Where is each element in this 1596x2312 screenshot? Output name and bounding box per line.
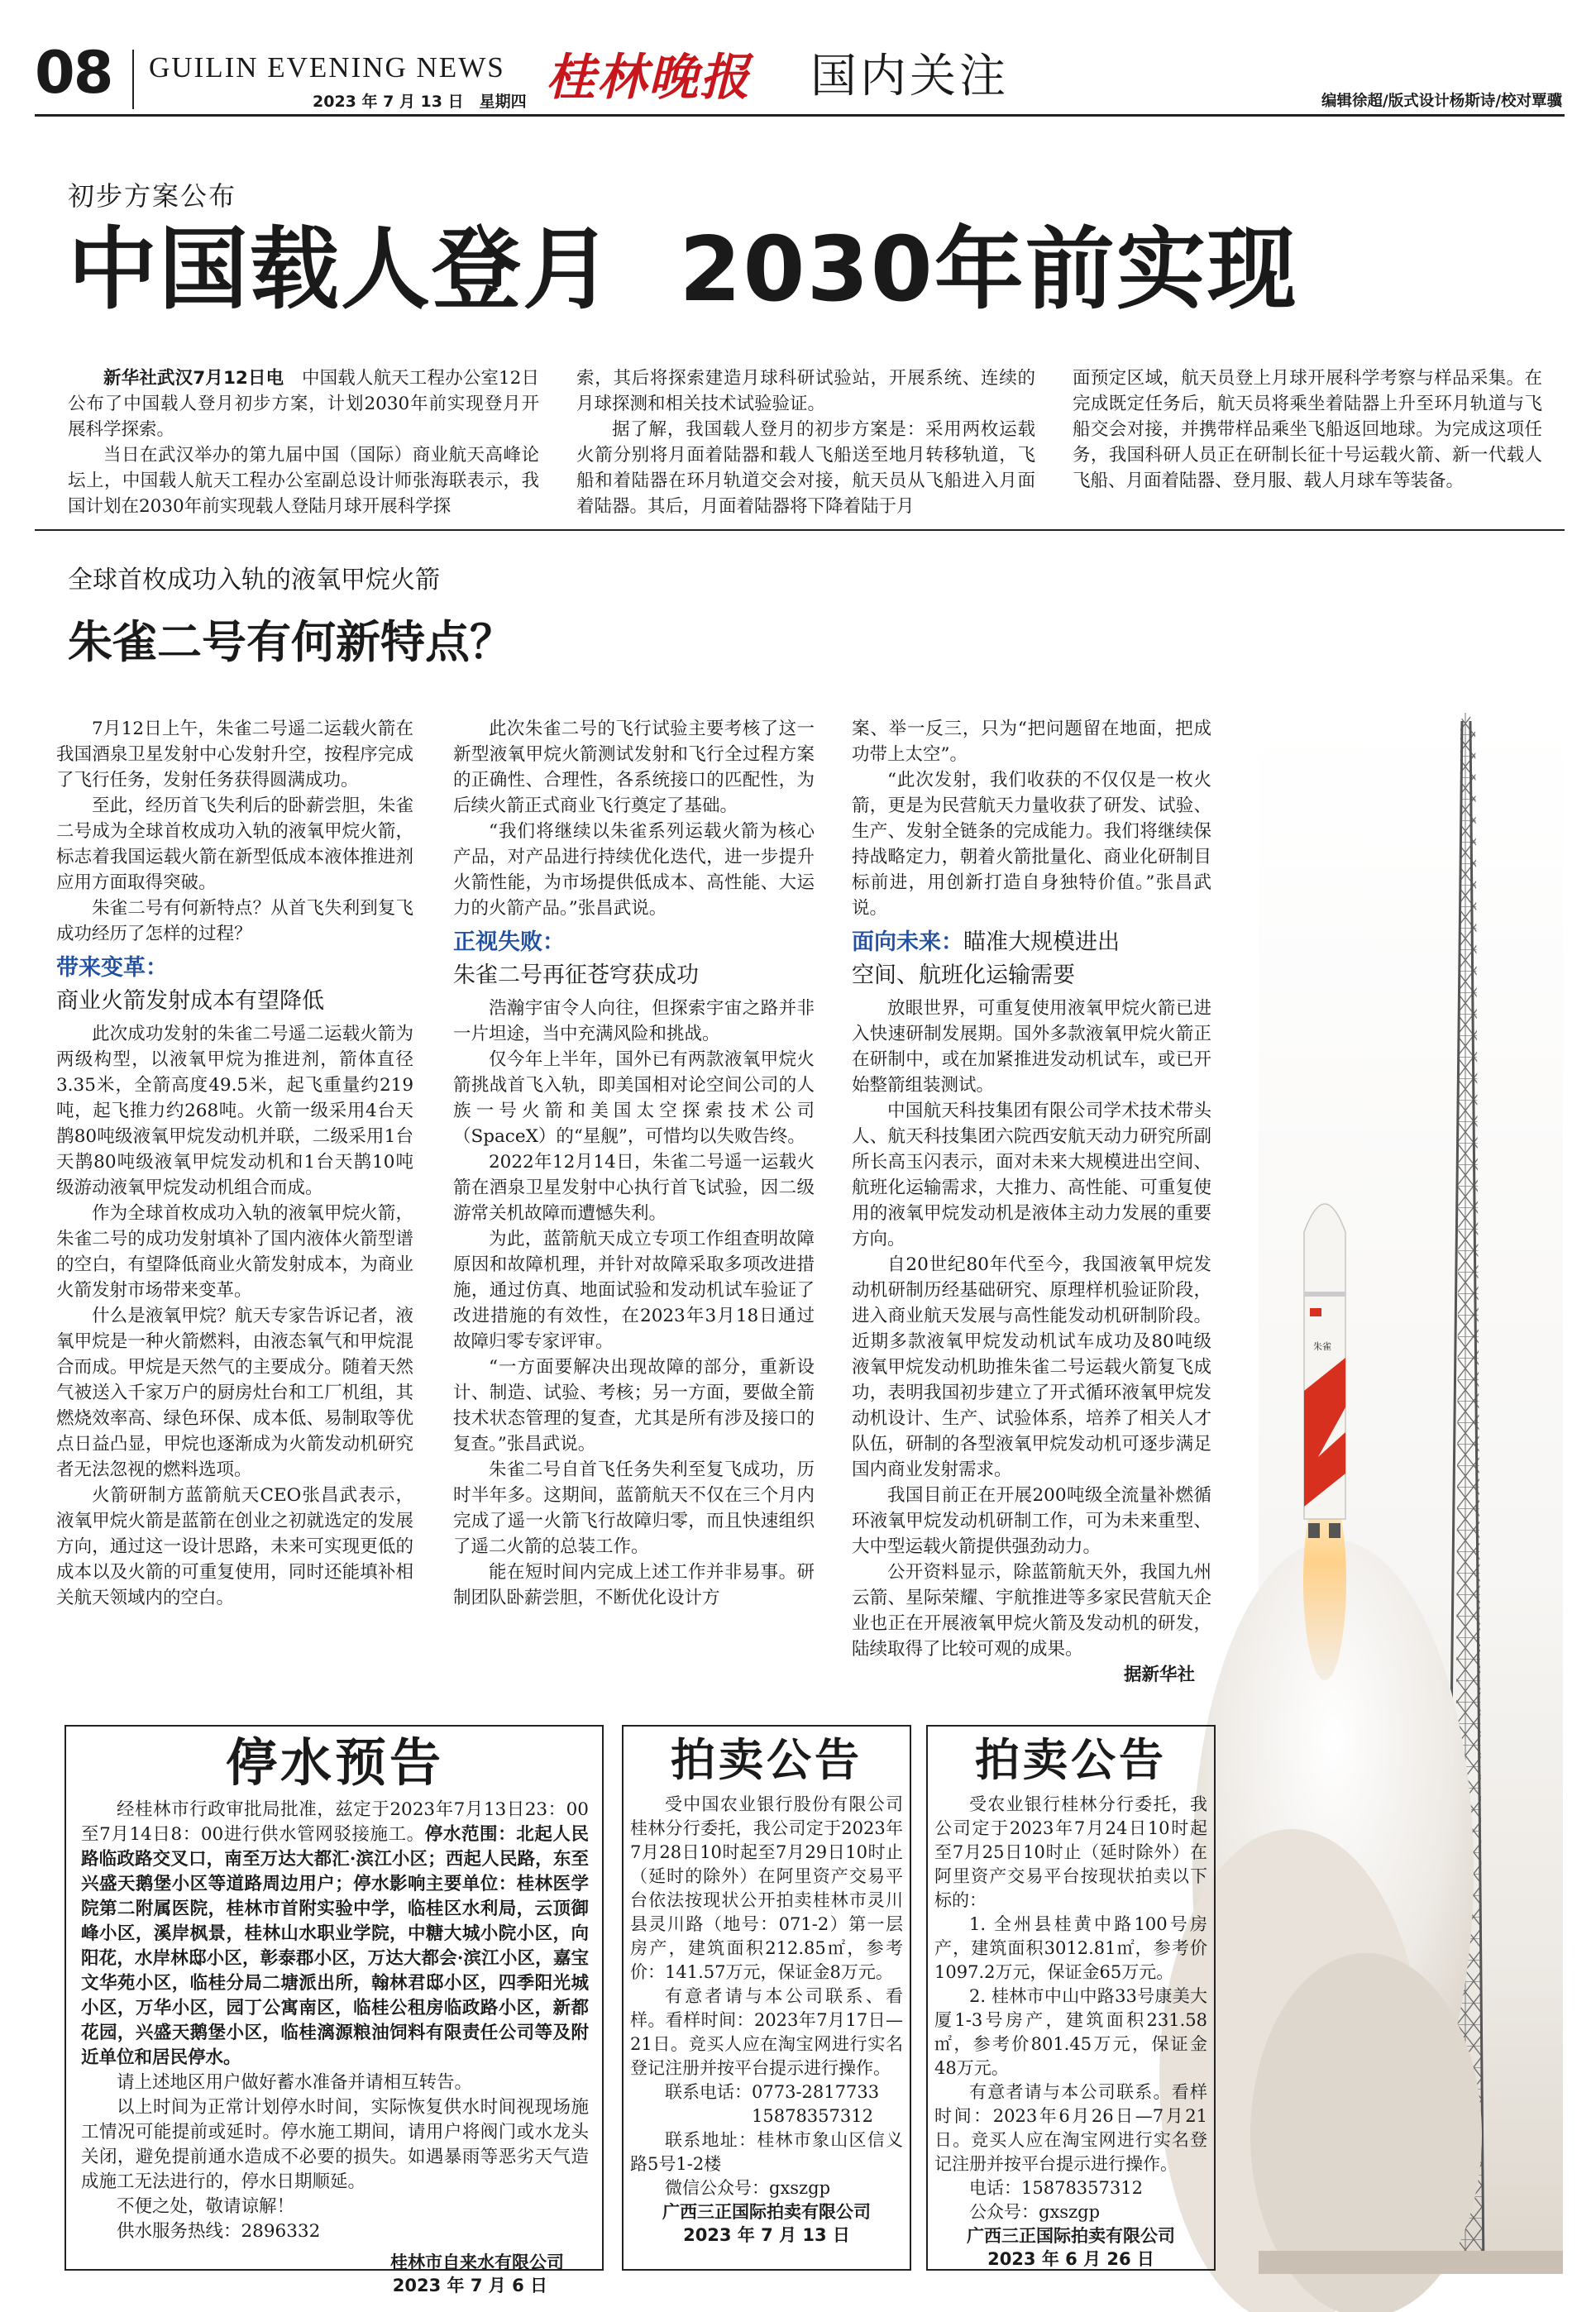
article1-para: 面预定区域，航天员登上月球开展科学考察与样品采集。在完成既定任务后，航天员将乘坐着陆器上升至环月轨道与飞船交会对接，并携带样品乘坐飞船返回地球。为完成这项任务，我国科研人员正在研制长征十号运载火箭、新一代载人飞船、月面着陆器、登月服、载人月球车等装备。 — [1073, 368, 1542, 491]
article2-para: “我们将继续以朱雀系列运载火箭为核心产品，对产品进行持续优化迭代，进一步提升火箭性能，为市场提供低成本、高性能、大运力的火箭产品。”张昌武说。 — [453, 821, 815, 919]
article2-para: 仅今年上半年，国外已有两款液氧甲烷火箭挑战首飞入轨，即美国相对论空间公司的人族一号火箭和美国太空探索技术公司（SpaceX）的“星舰”，可惜均以失败告终。 — [453, 1049, 815, 1147]
article2-para: 中国航天科技集团有限公司学术技术带头人、航天科技集团六院西安航天动力研究所副所长高玉闪表示，面对未来大规模进出空间、航班化运输需求，大推力、高性能、可重复使用的液氧甲烷发动机是液体主动力发展的重要方向。 — [852, 1101, 1211, 1249]
notice-para: 1. 全州县桂黄中路100号房产，建筑面积3012.81㎡，参考价1097.2万元，保证金65万元。 — [934, 1914, 1207, 1982]
subheading-failure: 正视失败： — [453, 929, 565, 955]
water-notice-date: 2023 年 7 月 6 日 — [392, 2276, 547, 2295]
page-number: 08 — [35, 39, 112, 107]
notice-contact: 15878357312 — [665, 2106, 873, 2126]
article1-lead: 中国载人航天工程办公室12日公布了中国载人登月初步方案，计划2030年前实现登月开展科学探索。 — [68, 368, 539, 440]
subheading-future-label: 面向未来： — [852, 929, 963, 955]
section-name: 国内关注 — [810, 50, 1009, 103]
article2-para: 朱雀二号有何新特点？从首飞失利到复飞成功经历了怎样的过程？ — [56, 898, 413, 944]
header-rule — [35, 114, 1565, 117]
notice-contact: 联系电话：0773-2817733 — [665, 2082, 880, 2102]
article2-kicker: 全球首枚成功入轨的液氧甲烷火箭 — [68, 566, 440, 595]
notice-para: 受中国农业银行股份有限公司桂林分行委托，我公司定于2023年7月28日10时起至7月29日10时止（延时的除外）在阿里资产交易平台依法按现状公开拍卖桂林市灵川县灵川路（地号：071-2）第一层房产，建筑面积212.85㎡，参考价：141.57万元，保证金8万元。 — [630, 1794, 903, 1982]
article2-para: 公开资料显示，除蓝箭航天外，我国九州云箭、星际荣耀、宇航推进等多家民营航天企业也正在开展液氧甲烷火箭及发动机的研发，陆续取得了比较可观的成果。 — [852, 1562, 1211, 1660]
article2-para: “一方面要解决出现故障的部分，重新设计、制造、试验、考核；另一方面，要做全箭技术状态管理的复查，尤其是所有涉及接口的复查。”张昌武说。 — [453, 1357, 815, 1455]
article2-para: 此次朱雀二号的飞行试验主要考核了这一新型液氧甲烷火箭测试发射和飞行全过程方案的正确性、合理性，各系统接口的匹配性，为后续火箭正式商业飞行奠定了基础。 — [453, 719, 815, 816]
water-notice-lead: 经桂林市行政审批局批准，兹定于2023年7月13日23：00至7月14日8：00进行供水管网驳接施工。 — [81, 1799, 589, 1845]
rocket-marking: 朱雀 — [1313, 1341, 1331, 1352]
subheading-change: 带来变革： — [56, 955, 168, 981]
auction2-notice-body — [934, 1793, 1207, 2224]
water-notice-body — [81, 1798, 589, 2244]
article2-para: 浩瀚宇宙令人向往，但探索宇宙之路并非一片坦途，当中充满风险和挑战。 — [453, 998, 815, 1044]
article1-column-2 — [576, 365, 1035, 517]
editor-credits: 编辑徐超/版式设计杨斯诗/校对覃骥 — [1321, 93, 1563, 110]
notice-para: 不便之处，敬请谅解！ — [117, 2196, 295, 2217]
notice-para: 供水服务热线：2896332 — [117, 2221, 321, 2242]
article2-para: 放眼世界，可重复使用液氧甲烷火箭已进入快速研制发展期。国外多款液氧甲烷火箭正在研制中，或在加紧推进发动机试车，或已开始整箭组装测试。 — [852, 998, 1211, 1096]
water-notice-range: 停水范围：北起人民路临政路交叉口，南至万达大都汇·滨江小区；西起人民路，东至兴盛天鹅堡小区等道路周边用户；停水影响主要单位：桂林医学院第二附属医院，桂林市首附实验中学，临桂区水利局，云顶御峰小区，溪岸枫景，桂林山水职业学院，中糖大城小院小区，向阳花，水岸林邸小区，彰泰郡小区，万达大都会·滨江小区，嘉宝文华苑小区，临桂分局二塘派出所，翰林君邸小区，四季阳光城小区，万华小区，园丁公寓南区，临桂公租房临政路小区，新都花园，兴盛天鹅堡小区，临桂漓源粮油饲料有限责任公司等及附近单位和居民停水。 — [81, 1824, 589, 2068]
subheading-failure-line: 朱雀二号再征苍穹获成功 — [453, 963, 699, 988]
rocket — [1304, 1204, 1345, 1538]
article2-para: 火箭研制方蓝箭航天CEO张昌武表示，液氧甲烷火箭是蓝箭在创业之初就选定的发展方向，通过这一设计思路，未来可实现更低的成本以及火箭的可重复使用，同时还能填补相关航天领域内的空白。 — [56, 1485, 413, 1608]
article2-column-2 — [453, 716, 815, 1684]
article2-para: 什么是液氧甲烷？航天专家告诉记者，液氧甲烷是一种火箭燃料，由液态氧气和甲烷混合而成。甲烷是天然气的主要成分。随着天然气被送入千家万户的厨房灶台和工厂机组，其燃烧效率高、绿色环保、成本低、易制取等优点日益凸显，甲烷也逐渐成为火箭发动机研究者无法忽视的燃料选项。 — [56, 1306, 413, 1480]
subheading-future — [852, 926, 1211, 959]
notice-contact: 联系地址：桂林市象山区信义路5号1-2楼 — [630, 2130, 903, 2174]
notice-contact: 电话：15878357312 — [969, 2178, 1143, 2198]
auction2-notice-title: 拍卖公告 — [975, 1734, 1167, 1786]
article1-dateline: 新华社武汉7月12日电 — [103, 368, 284, 389]
notice-para: 以上时间为正常计划停水时间，实际恢复供水时间视现场施工情况可能提前或延时。停水施工期间，请用户将阀门或水龙头关闭，避免提前通水造成不必要的损失。如遇暴雨等恶劣天气造成施工无法进行的，停水日期顺延。 — [81, 2097, 589, 2192]
article2-para: 2022年12月14日，朱雀二号遥一运载火箭在酒泉卫星发射中心执行首飞试验，因二级游常关机故障而遭憾失利。 — [453, 1152, 815, 1224]
article2-column-1 — [56, 716, 413, 1684]
article1-headline: 中国载人登月 2030年前实现 — [68, 218, 1298, 322]
auction2-notice — [934, 1732, 1207, 2269]
water-notice-signer: 桂林市自来水有限公司 — [390, 2252, 564, 2272]
newspaper-logo: 桂林晚报 — [546, 49, 751, 107]
water-notice-title: 停水预告 — [225, 1732, 444, 1793]
water-notice — [81, 1732, 589, 2295]
english-masthead: GUILIN EVENING NEWS — [149, 51, 505, 84]
article2-para: 7月12日上午，朱雀二号遥二运载火箭在我国酒泉卫星发射中心发射升空，按程序完成了飞行任务，发射任务获得圆满成功。 — [56, 719, 413, 791]
header-divider-vertical — [132, 50, 134, 109]
auction1-notice-body — [630, 1793, 903, 2200]
article2-para: 能在短时间内完成上述工作并非易事。研制团队卧薪尝胆，不断优化设计方 — [453, 1562, 815, 1608]
notice-para: 有意者请与本公司联系。看样时间：2023年6月26日—7月21日。竞买人应在淘宝网进行实名登记注册并按平台提示进行操作。 — [934, 2082, 1207, 2174]
article2-para: 至此，经历首飞失利后的卧薪尝胆，朱雀二号成为全球首枚成功入轨的液氧甲烷火箭，标志着我国运载火箭在新型低成本液体推进剂应用方面取得突破。 — [56, 795, 413, 893]
auction2-signer: 广西三正国际拍卖有限公司 — [967, 2226, 1175, 2246]
article1-para: 当日在武汉举办的第九届中国（国际）商业航天高峰论坛上，中国载人航天工程办公室副总设计师张海联表示，我国计划在2030年前实现载人登陆月球开展科学探 — [68, 445, 539, 517]
article-source: 据新华社 — [1123, 1665, 1195, 1685]
article1-para: 据了解，我国载人登月的初步方案是：采用两枚运载火箭分别将月面着陆器和载人飞船送至地月转移轨道，飞船和着陆器在环月轨道交会对接，航天员从飞船进入月面着陆器。其后，月面着陆器将下降着陆于月 — [576, 419, 1035, 517]
article1-para: 索，其后将探索建造月球科研试验站，开展系统、连续的月球探测和相关技术试验验证。 — [576, 368, 1035, 414]
article2-para: 为此，蓝箭航天成立专项工作组查明故障原因和故障机理，并针对故障采取多项改进措施，通过仿真、地面试验和发动机试车验证了改进措施的有效性，在2023年3月18日通过故障归零专家评审。 — [453, 1229, 815, 1352]
notice-para: 2. 桂林市中山中路33号康美大厦1-3号房产，建筑面积231.58㎡，参考价801.45万元，保证金48万元。 — [934, 1986, 1207, 2078]
auction1-notice-title: 拍卖公告 — [671, 1734, 863, 1786]
subheading-change-line: 商业火箭发射成本有望降低 — [56, 988, 324, 1014]
article1-divider — [35, 529, 1565, 531]
article2-para: 此次成功发射的朱雀二号遥二运载火箭为两级构型，以液氧甲烷为推进剂，箭体直径3.35米，全箭高度49.5米，起飞重量约219吨，起飞推力约268吨。火箭一级采用4台天鹊80吨级液氧甲烷发动机并联，二级采用1台天鹊80吨级液氧甲烷发动机和1台天鹊10吨级游动液氧甲烷发动机组合而成。 — [56, 1024, 413, 1198]
auction1-date: 2023 年 7 月 13 日 — [683, 2225, 850, 2245]
subheading-future-rest: 瞄准大规模进出 — [963, 929, 1120, 955]
article2-column-3 — [852, 716, 1211, 1684]
notice-para: 请上述地区用户做好蓄水准备并请相互转告。 — [117, 2072, 473, 2093]
auction1-notice — [630, 1732, 903, 2264]
article2-headline: 朱雀二号有何新特点？ — [68, 616, 514, 668]
rocket-launch-photo — [1259, 713, 1563, 2274]
rocket-photo-graphic — [1259, 713, 1563, 2274]
article1-para — [68, 365, 539, 442]
article2-para: 作为全球首枚成功入轨的液氧甲烷火箭，朱雀二号的成功发射填补了国内液体火箭型谱的空白，有望降低商业火箭发射成本，为商业火箭发射市场带来变革。 — [56, 1203, 413, 1301]
article2-para: 我国目前正在开展200吨级全流量补燃循环液氧甲烷发动机研制工作，可为未来重型、大中型运载火箭提供强劲动力。 — [852, 1485, 1211, 1557]
article1-column-3 — [1073, 365, 1542, 514]
subheading-future-line: 空间、航班化运输需要 — [852, 963, 1075, 988]
notice-para — [81, 1798, 589, 2071]
auction1-signer: 广西三正国际拍卖有限公司 — [662, 2202, 871, 2222]
article2-para: 自20世纪80年代至今，我国液氧甲烷发动机研制历经基础研究、原理样机验证阶段，进入商业航天发展与高性能发动机研制阶段。近期多款液氧甲烷发动机试车成功及80吨级液氧甲烷发动机助推朱雀二号运载火箭复飞成功，表明我国初步建立了开式循环液氧甲烷发动机设计、生产、试验体系，培养了相关人才队伍，研制的各型液氧甲烷发动机可逐步满足国内商业发射需求。 — [852, 1254, 1211, 1480]
article2-para: 朱雀二号自首飞任务失利至复飞成功，历时半年多。这期间，蓝箭航天不仅在三个月内完成了遥一火箭飞行故障归零，而且快速组织了遥二火箭的总装工作。 — [453, 1459, 815, 1557]
article1-kicker: 初步方案公布 — [68, 180, 237, 212]
notice-para: 受农业银行桂林分行委托，我公司定于2023年7月24日10时起至7月25日10时止（延时除外）在阿里资产交易平台按现状拍卖以下标的： — [934, 1794, 1207, 1910]
notice-contact: 公众号：gxszgp — [969, 2202, 1101, 2222]
issue-date: 2023 年 7 月 13 日 星期四 — [313, 93, 527, 111]
article1-column-1 — [68, 365, 539, 517]
auction2-date: 2023 年 6 月 26 日 — [987, 2249, 1154, 2269]
notice-para: 有意者请与本公司联系、看样。看样时间：2023年7月17日—21日。竞买人应在淘宝网进行实名登记注册并按平台提示进行操作。 — [630, 1986, 903, 2078]
article2-para: 案、举一反三，只为“把问题留在地面，把成功带上太空”。 — [852, 719, 1211, 765]
article2-para: “此次发射，我们收获的不仅仅是一枚火箭，更是为民营航天力量收获了研发、试验、生产、发射全链条的完成能力。我们将继续保持战略定力，朝着火箭批量化、商业化研制目标前进，用创新打造自身独特价值。”张昌武说。 — [852, 770, 1211, 919]
notice-contact: 微信公众号：gxszgp — [665, 2178, 831, 2198]
